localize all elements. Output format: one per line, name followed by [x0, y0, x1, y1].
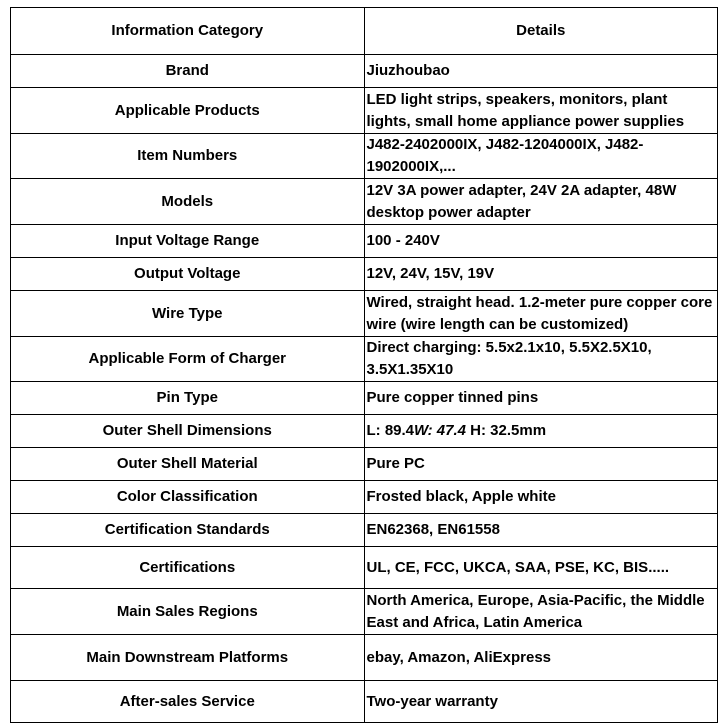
row-category: Applicable Form of Charger	[11, 337, 365, 382]
table-row	[11, 681, 718, 723]
row-details: UL, CE, FCC, UKCA, SAA, PSE, KC, BIS.....	[364, 547, 718, 589]
row-details: Two-year warranty	[364, 681, 718, 723]
row-category: Color Classification	[11, 481, 365, 514]
spec-table	[10, 7, 718, 723]
table-row	[11, 635, 718, 681]
row-category: After-sales Service	[11, 681, 365, 723]
row-category: Main Sales Regions	[11, 589, 365, 635]
row-details: LED light strips, speakers, monitors, plant lights, small home appliance power supplies	[364, 88, 718, 134]
row-details: Direct charging: 5.5x2.1x10, 5.5X2.5X10, 3.5X1.35X10	[364, 337, 718, 382]
row-details: Jiuzhoubao	[364, 55, 718, 88]
row-category: Input Voltage Range	[11, 225, 365, 258]
row-category: Main Downstream Platforms	[11, 635, 365, 681]
row-details: Pure PC	[364, 448, 718, 481]
row-details: Frosted black, Apple white	[364, 481, 718, 514]
row-details: J482-2402000IX, J482-1204000IX, J482-1902000IX,...	[364, 134, 718, 179]
row-details: 100 - 240V	[364, 225, 718, 258]
row-category: Certifications	[11, 547, 365, 589]
table-row	[11, 179, 718, 225]
table-row	[11, 88, 718, 134]
row-category: Models	[11, 179, 365, 225]
table-row	[11, 337, 718, 382]
row-category: Outer Shell Material	[11, 448, 365, 481]
row-details: Wired, straight head. 1.2-meter pure copper core wire (wire length can be customized)	[364, 291, 718, 337]
table-row	[11, 448, 718, 481]
table-row	[11, 134, 718, 179]
table-row	[11, 415, 718, 448]
dimension-width: W: 47.4	[414, 422, 466, 439]
table-row	[11, 547, 718, 589]
row-details: EN62368, EN61558	[364, 514, 718, 547]
dimension-length: L: 89.4	[366, 422, 415, 439]
table-row	[11, 258, 718, 291]
dimension-height: H: 32.5mm	[466, 422, 547, 439]
row-category: Item Numbers	[11, 134, 365, 179]
row-details: 12V 3A power adapter, 24V 2A adapter, 48W desktop power adapter	[364, 179, 718, 225]
row-category: Brand	[11, 55, 365, 88]
header-details: Details	[364, 8, 718, 55]
table-row	[11, 55, 718, 88]
row-category: Certification Standards	[11, 514, 365, 547]
table-row	[11, 589, 718, 635]
row-category: Outer Shell Dimensions	[11, 415, 365, 448]
row-details: 12V, 24V, 15V, 19V	[364, 258, 718, 291]
table-row	[11, 382, 718, 415]
row-details: North America, Europe, Asia-Pacific, the Middle East and Africa, Latin America	[364, 589, 718, 635]
table-row	[11, 514, 718, 547]
row-details: ebay, Amazon, AliExpress	[364, 635, 718, 681]
row-category: Wire Type	[11, 291, 365, 337]
row-category: Output Voltage	[11, 258, 365, 291]
table-header-row	[11, 8, 718, 55]
table-row	[11, 291, 718, 337]
table-row	[11, 225, 718, 258]
row-details	[364, 415, 718, 448]
table-row	[11, 481, 718, 514]
row-category: Pin Type	[11, 382, 365, 415]
header-category: Information Category	[11, 8, 365, 55]
row-details: Pure copper tinned pins	[364, 382, 718, 415]
row-category: Applicable Products	[11, 88, 365, 134]
